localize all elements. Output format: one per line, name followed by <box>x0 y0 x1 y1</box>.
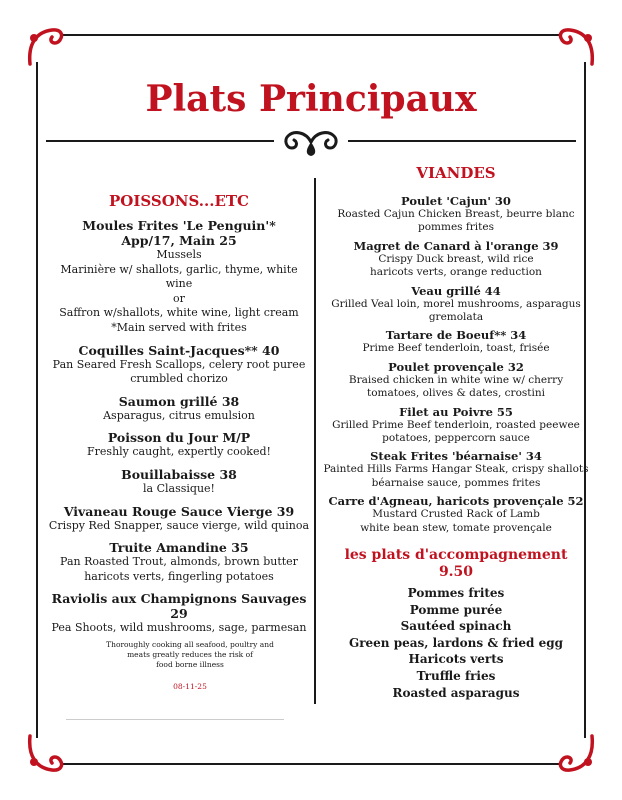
menu-item-description: Crispy Duck breast, wild rice <box>378 252 534 265</box>
disclaimer-line: Thoroughly cooking all seafood, poultry and <box>106 640 274 649</box>
side-item: Roasted asparagus <box>392 685 520 700</box>
menu-item-description: béarnaise sauce, pommes frites <box>371 476 541 489</box>
menu-item-description: crumbled chorizo <box>130 372 228 386</box>
menu-item-description: haricots verts, orange reduction <box>370 266 542 279</box>
menu-item <box>46 467 312 497</box>
poissons-heading: POISSONS...ETC <box>109 192 249 210</box>
footer-rule <box>66 719 284 720</box>
sides-heading: les plats d'accompagnement <box>344 547 568 564</box>
menu-item-description: Freshly caught, expertly cooked! <box>87 445 271 459</box>
poissons-section <box>46 192 312 643</box>
menu-item-name: Vivaneau Rouge Sauce Vierge 39 <box>63 503 295 519</box>
menu-item-name: Bouillabaisse 38 <box>121 466 237 482</box>
menu-item-name: Poisson du Jour M/P <box>107 430 251 446</box>
menu-item-name: Coquilles Saint-Jacques** 40 <box>78 342 280 358</box>
menu-item-description: gremolata <box>428 311 484 324</box>
menu-item-description: Pea Shoots, wild mushrooms, sage, parmesan <box>51 621 307 635</box>
menu-item-description: *Main served with frites <box>111 320 247 334</box>
menu-date: 08-11-25 <box>173 682 207 691</box>
title-rule-left <box>46 140 274 142</box>
menu-item-description: potatoes, peppercorn sauce <box>382 432 530 445</box>
menu-item-name: Magret de Canard à l'orange 39 <box>353 238 559 253</box>
menu-item-name: Raviolis aux Champignons Sauvages 29 <box>51 591 307 622</box>
menu-item-price: App/17, Main 25 <box>121 233 237 248</box>
menu-item <box>322 239 590 280</box>
disclaimer-line: food borne illness <box>156 660 224 669</box>
menu-item <box>322 405 590 446</box>
sides-price: 9.50 <box>438 564 474 581</box>
menu-item-name: Poulet provençale 32 <box>388 359 524 374</box>
menu-item-description: Crispy Red Snapper, sauce vierge, wild quinoa <box>48 518 310 532</box>
menu-item-description: Marinière w/ shallots, garlic, thyme, white wine <box>60 262 298 291</box>
menu-item <box>322 494 590 535</box>
side-item: Pomme purée <box>409 602 503 617</box>
side-item: Green peas, lardons & fried egg <box>348 635 564 650</box>
menu-item <box>322 449 590 490</box>
menu-item-description: pommes frites <box>418 221 494 234</box>
frame-top <box>60 34 562 36</box>
scroll-ornament-icon <box>276 126 346 158</box>
menu-item-description: Grilled Veal loin, morel mushrooms, asparagus <box>331 297 581 310</box>
menu-item-description: Mussels <box>156 248 202 261</box>
side-item: Pommes frites <box>407 586 505 601</box>
menu-item-name: Truite Amandine 35 <box>109 540 249 556</box>
menu-item <box>46 430 312 460</box>
menu-item-name: Saumon grillé 38 <box>118 393 240 409</box>
viandes-section <box>322 164 590 701</box>
side-item: Truffle fries <box>416 669 496 684</box>
side-item: Sautéed spinach <box>400 619 512 634</box>
menu-item <box>322 284 590 325</box>
menu-item <box>46 504 312 534</box>
menu-item <box>322 328 590 355</box>
menu-item <box>322 360 590 401</box>
menu-item-description: haricots verts, fingerling potatoes <box>84 569 274 583</box>
menu-item <box>46 540 312 584</box>
menu-item <box>46 343 312 387</box>
menu-item-name: Veau grillé 44 <box>411 283 501 298</box>
menu-item-description: Painted Hills Farms Hangar Steak, crispy shallots <box>323 463 589 476</box>
column-divider <box>314 178 316 704</box>
menu-item-description: Asparagus, citrus emulsion <box>103 408 255 422</box>
menu-item-name: Carre d'Agneau, haricots provençale 52 <box>328 494 584 509</box>
frame-left <box>36 62 38 738</box>
menu-item-description: Pan Roasted Trout, almonds, brown butter <box>60 555 298 569</box>
menu-item-description: Braised chicken in white wine w/ cherry <box>348 373 564 386</box>
food-safety-disclaimer <box>100 640 280 670</box>
corner-flourish-icon <box>556 24 600 68</box>
menu-item-description: or <box>173 291 185 305</box>
frame-bottom <box>60 763 562 765</box>
menu-item-name: Tartare de Boeuf** 34 <box>385 328 527 343</box>
menu-item-description: Saffron w/shallots, white wine, light cream <box>59 306 299 320</box>
menu-item <box>46 591 312 636</box>
title-rule-right <box>348 140 576 142</box>
corner-flourish-icon <box>22 24 66 68</box>
menu-item-name: Filet au Poivre 55 <box>399 404 513 419</box>
menu-item <box>46 218 312 336</box>
menu-item-description: Prime Beef tenderloin, toast, frisée <box>362 342 550 355</box>
page-title: Plats Principaux <box>145 78 477 120</box>
disclaimer-line: meats greatly reduces the risk of <box>127 650 253 659</box>
menu-item-description: Pan Seared Fresh Scallops, celery root puree <box>52 357 306 371</box>
menu-item-name: Poulet 'Cajun' 30 <box>401 194 511 208</box>
side-item: Haricots verts <box>408 652 504 667</box>
menu-item-description: Mustard Crusted Rack of Lamb <box>372 508 540 521</box>
menu-item-name: Steak Frites 'béarnaise' 34 <box>370 449 542 464</box>
corner-flourish-icon <box>556 732 600 776</box>
menu-item-description: la Classique! <box>143 481 215 495</box>
menu-item-description: Grilled Prime Beef tenderloin, roasted peewee <box>332 418 580 431</box>
menu-item-description: white bean stew, tomate provençale <box>360 521 552 534</box>
menu-item-description: tomatoes, olives & dates, crostini <box>367 387 545 400</box>
menu-item <box>46 394 312 424</box>
menu-item <box>322 194 590 235</box>
menu-item-description: Roasted Cajun Chicken Breast, beurre blanc <box>337 208 575 220</box>
menu-item-name: Moules Frites 'Le Penguin'* <box>82 218 276 233</box>
corner-flourish-icon <box>22 732 66 776</box>
viandes-heading: VIANDES <box>416 164 496 182</box>
